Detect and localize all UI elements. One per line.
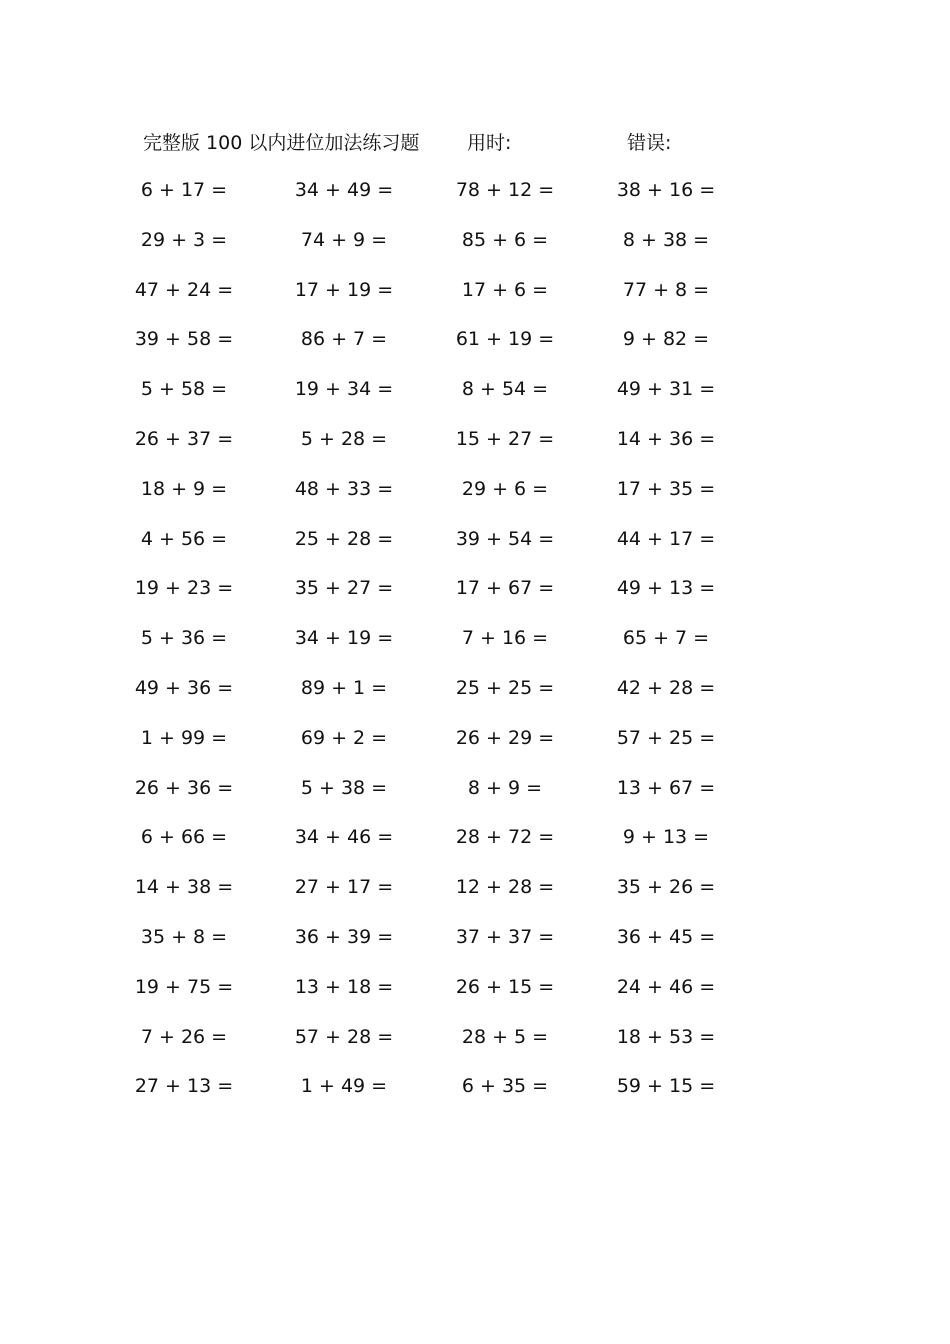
addition-problem: 27 + 13 = bbox=[134, 1075, 234, 1098]
problem-row bbox=[0, 176, 950, 226]
problem-row bbox=[0, 973, 950, 1023]
addition-problem: 36 + 39 = bbox=[294, 925, 394, 948]
worksheet-header bbox=[0, 128, 950, 156]
problem-row bbox=[0, 325, 950, 375]
problem-row bbox=[0, 475, 950, 525]
addition-problem: 44 + 17 = bbox=[616, 527, 716, 550]
addition-problem: 7 + 16 = bbox=[461, 627, 549, 650]
addition-problem: 26 + 15 = bbox=[455, 975, 555, 998]
addition-problem: 13 + 18 = bbox=[294, 975, 394, 998]
addition-problem: 42 + 28 = bbox=[616, 676, 716, 699]
addition-problem: 26 + 29 = bbox=[455, 726, 555, 749]
addition-problem: 15 + 27 = bbox=[455, 427, 555, 450]
addition-problem: 1 + 49 = bbox=[300, 1075, 388, 1098]
addition-problem: 26 + 36 = bbox=[134, 776, 234, 799]
addition-problem: 17 + 35 = bbox=[616, 477, 716, 500]
addition-problem: 9 + 82 = bbox=[622, 328, 710, 351]
addition-problem: 6 + 66 = bbox=[140, 826, 228, 849]
problem-row bbox=[0, 375, 950, 425]
problem-row bbox=[0, 624, 950, 674]
problem-row bbox=[0, 1072, 950, 1122]
problem-row bbox=[0, 823, 950, 873]
addition-problem: 9 + 13 = bbox=[622, 826, 710, 849]
addition-problem: 25 + 25 = bbox=[455, 676, 555, 699]
addition-problem: 39 + 54 = bbox=[455, 527, 555, 550]
problem-row bbox=[0, 574, 950, 624]
addition-problem: 77 + 8 = bbox=[622, 278, 710, 301]
problem-row bbox=[0, 276, 950, 326]
addition-problem: 69 + 2 = bbox=[300, 726, 388, 749]
addition-problem: 25 + 28 = bbox=[294, 527, 394, 550]
addition-problem: 78 + 12 = bbox=[455, 179, 555, 201]
addition-problem: 57 + 25 = bbox=[616, 726, 716, 749]
addition-problem: 5 + 58 = bbox=[140, 378, 228, 401]
addition-problem: 34 + 19 = bbox=[294, 627, 394, 650]
addition-problem: 8 + 54 = bbox=[461, 378, 549, 401]
addition-problem: 35 + 8 = bbox=[140, 925, 228, 948]
addition-problem: 6 + 17 = bbox=[140, 179, 228, 201]
problem-row bbox=[0, 674, 950, 724]
addition-problem: 39 + 58 = bbox=[134, 328, 234, 351]
problem-row bbox=[0, 525, 950, 575]
addition-problem: 48 + 33 = bbox=[294, 477, 394, 500]
addition-problem: 1 + 99 = bbox=[140, 726, 228, 749]
addition-problem: 7 + 26 = bbox=[140, 1025, 228, 1048]
addition-problem: 35 + 26 = bbox=[616, 876, 716, 899]
addition-problem: 8 + 9 = bbox=[467, 776, 543, 799]
addition-problem: 17 + 67 = bbox=[455, 577, 555, 600]
addition-problem: 49 + 36 = bbox=[134, 676, 234, 699]
problem-row bbox=[0, 226, 950, 276]
addition-problem: 26 + 37 = bbox=[134, 427, 234, 450]
addition-problem: 14 + 38 = bbox=[134, 876, 234, 899]
addition-problem: 12 + 28 = bbox=[455, 876, 555, 899]
addition-problem: 27 + 17 = bbox=[294, 876, 394, 899]
addition-problem: 47 + 24 = bbox=[134, 278, 234, 301]
addition-problem: 38 + 16 = bbox=[616, 179, 716, 201]
addition-problem: 17 + 19 = bbox=[294, 278, 394, 301]
addition-problem: 5 + 28 = bbox=[300, 427, 388, 450]
addition-problem: 35 + 27 = bbox=[294, 577, 394, 600]
problem-row bbox=[0, 923, 950, 973]
addition-problem: 18 + 9 = bbox=[140, 477, 228, 500]
problem-row bbox=[0, 774, 950, 824]
addition-problem: 28 + 72 = bbox=[455, 826, 555, 849]
problem-grid bbox=[0, 176, 950, 1122]
addition-problem: 19 + 75 = bbox=[134, 975, 234, 998]
problem-row bbox=[0, 724, 950, 774]
addition-problem: 36 + 45 = bbox=[616, 925, 716, 948]
addition-problem: 14 + 36 = bbox=[616, 427, 716, 450]
addition-problem: 13 + 67 = bbox=[616, 776, 716, 799]
addition-problem: 4 + 56 = bbox=[140, 527, 228, 550]
addition-problem: 5 + 38 = bbox=[300, 776, 388, 799]
addition-problem: 19 + 34 = bbox=[294, 378, 394, 401]
time-used-label: 用时: bbox=[467, 132, 512, 154]
addition-problem: 24 + 46 = bbox=[616, 975, 716, 998]
addition-problem: 6 + 35 = bbox=[461, 1075, 549, 1098]
worksheet-title: 完整版 100 以内进位加法练习题 bbox=[143, 132, 420, 154]
addition-problem: 89 + 1 = bbox=[300, 676, 388, 699]
addition-problem: 17 + 6 = bbox=[461, 278, 549, 301]
addition-problem: 85 + 6 = bbox=[461, 228, 549, 251]
addition-problem: 74 + 9 = bbox=[300, 228, 388, 251]
addition-problem: 5 + 36 = bbox=[140, 627, 228, 650]
addition-problem: 8 + 38 = bbox=[622, 228, 710, 251]
error-count-label: 错误: bbox=[627, 132, 672, 154]
addition-problem: 37 + 37 = bbox=[455, 925, 555, 948]
addition-problem: 65 + 7 = bbox=[622, 627, 710, 650]
problem-row bbox=[0, 873, 950, 923]
addition-problem: 29 + 3 = bbox=[140, 228, 228, 251]
addition-problem: 57 + 28 = bbox=[294, 1025, 394, 1048]
addition-problem: 34 + 46 = bbox=[294, 826, 394, 849]
addition-problem: 28 + 5 = bbox=[461, 1025, 549, 1048]
problem-row bbox=[0, 1023, 950, 1073]
addition-problem: 34 + 49 = bbox=[294, 179, 394, 201]
addition-problem: 61 + 19 = bbox=[455, 328, 555, 351]
addition-problem: 19 + 23 = bbox=[134, 577, 234, 600]
problem-row bbox=[0, 425, 950, 475]
addition-problem: 29 + 6 = bbox=[461, 477, 549, 500]
addition-problem: 49 + 31 = bbox=[616, 378, 716, 401]
addition-problem: 18 + 53 = bbox=[616, 1025, 716, 1048]
addition-problem: 59 + 15 = bbox=[616, 1075, 716, 1098]
addition-problem: 86 + 7 = bbox=[300, 328, 388, 351]
addition-problem: 49 + 13 = bbox=[616, 577, 716, 600]
